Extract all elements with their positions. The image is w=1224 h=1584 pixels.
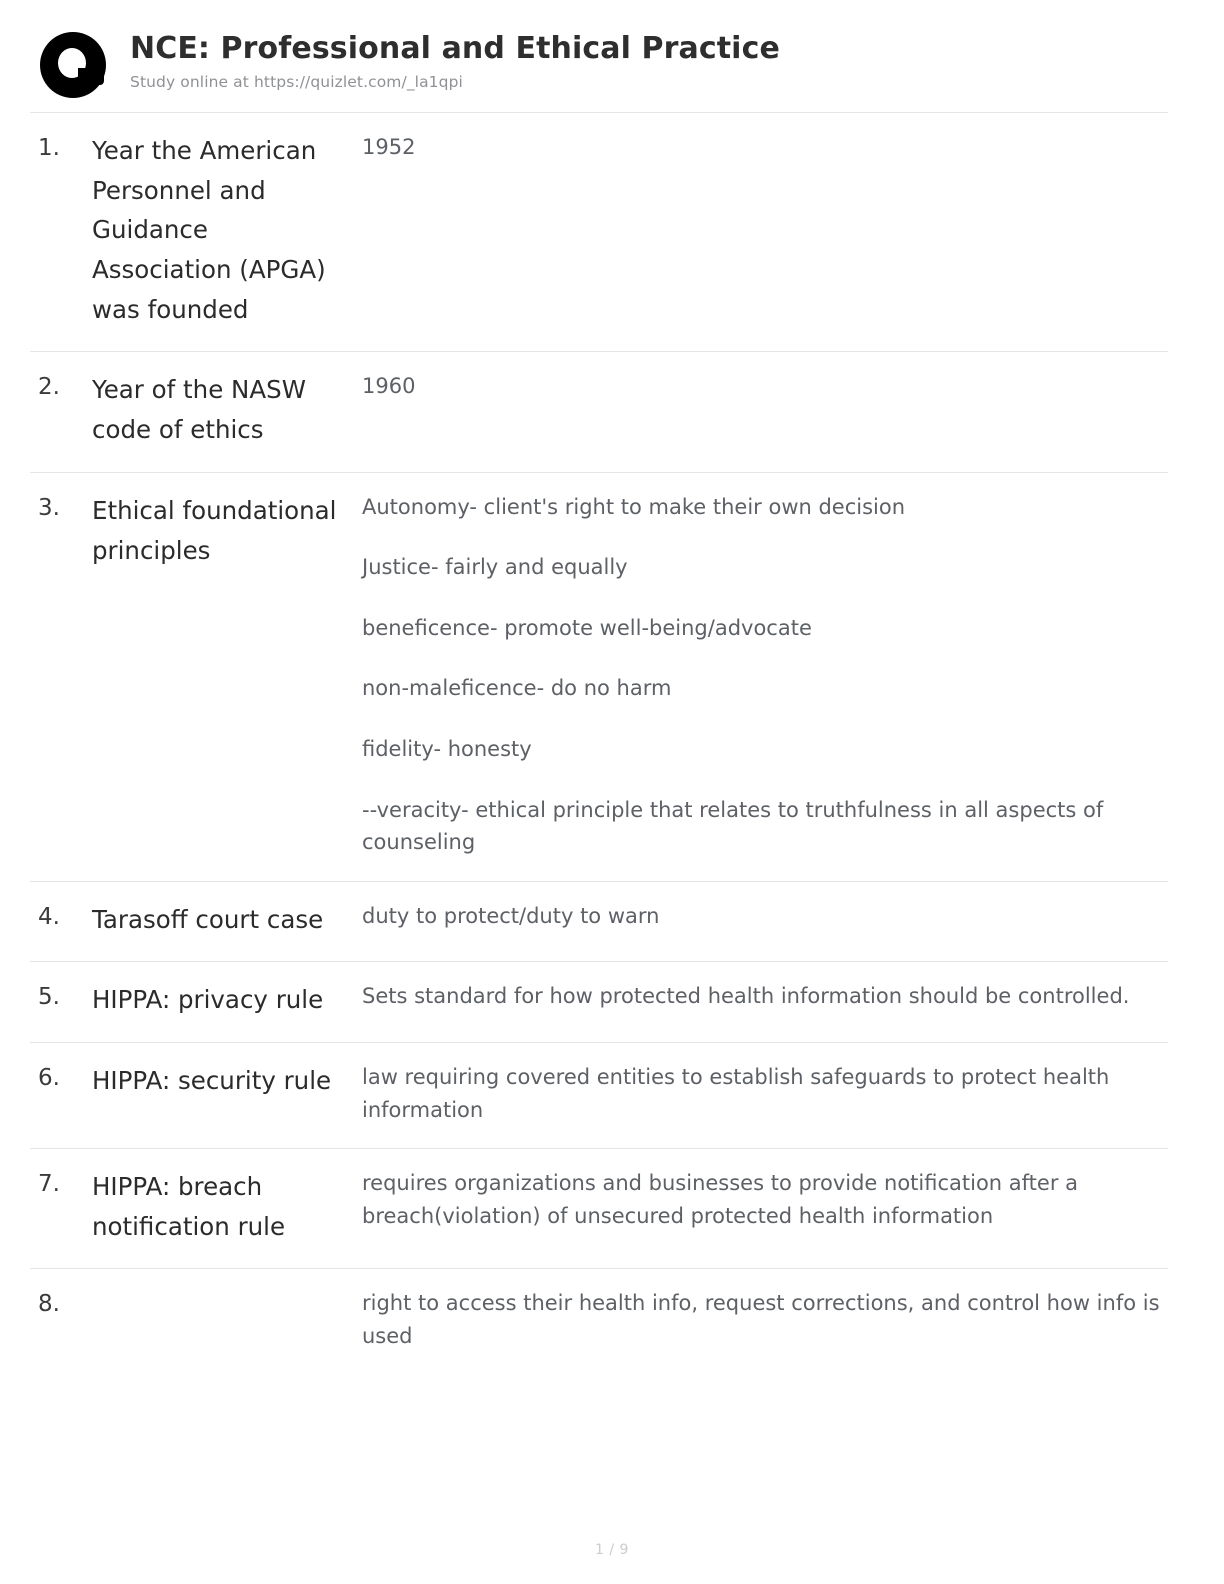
item-definition [362,491,1168,859]
item-term: Year of the NASW code of ethics [92,375,306,445]
item-number: 3. [38,494,60,521]
item-number: 2. [38,374,60,401]
list-item [30,1042,1168,1148]
item-definition [362,1061,1168,1126]
header-text [110,26,780,91]
term-list [30,112,1168,1375]
item-number: 6. [38,1065,60,1092]
item-number: 8. [38,1291,60,1318]
item-term: HIPPA: privacy rule [92,985,324,1015]
definition-line: 1960 [362,374,416,399]
definition-line: Justice- fairly and equally [362,555,628,580]
definition-line: Sets standard for how protected health information should be controlled. [362,984,1130,1009]
definition-line: right to access their health info, request corrections, and control how info is used [362,1291,1160,1349]
item-definition [362,370,1168,403]
list-item [30,112,1168,351]
item-definition [362,1167,1168,1232]
quizlet-q-logo-icon [36,28,110,102]
definition-line: requires organizations and businesses to provide notification after a breach(violation) of unsecured protected health information [362,1171,1078,1228]
item-number: 7. [38,1171,60,1198]
definition-line: --veracity- ethical principle that relates to truthfulness in all aspects of counseling [362,797,1104,855]
definition-line: beneficence- promote well-being/advocate [362,615,812,640]
item-definition [362,900,1168,933]
list-item [30,881,1168,962]
page-title: NCE: Professional and Ethical Practice [130,31,780,66]
list-item [30,1148,1168,1268]
list-item [30,472,1168,881]
document-header [30,26,1168,102]
study-link[interactable]: Study online at https://quizlet.com/_la1qpi [130,73,463,91]
item-number: 4. [38,903,60,930]
definition-line: 1952 [362,135,416,159]
list-item [30,351,1168,471]
definition-line: non-maleficence- do no harm [362,676,672,701]
item-definition [362,131,1168,164]
definition-line: Autonomy- client's right to make their own decision [362,494,906,519]
definition-line: duty to protect/duty to warn [362,903,660,928]
item-term: Tarasoff court case [92,904,324,934]
list-item [30,1268,1168,1374]
item-number: 5. [38,984,60,1011]
definition-line: law requiring covered entities to establish safeguards to protect health information [362,1065,1110,1122]
item-number: 1. [38,135,60,161]
item-term: Ethical foundational principles [92,495,337,565]
definition-line: fidelity- honesty [362,737,532,761]
item-term: HIPPA: security rule [92,1066,332,1096]
item-term: HIPPA: breach notification rule [92,1172,286,1241]
page-footer: 1 / 9 [595,1542,629,1558]
item-term: Year the American Personnel and Guidance Association (APGA) was founded [92,136,326,324]
item-definition [362,980,1168,1013]
list-item [30,961,1168,1042]
item-definition [362,1287,1168,1352]
